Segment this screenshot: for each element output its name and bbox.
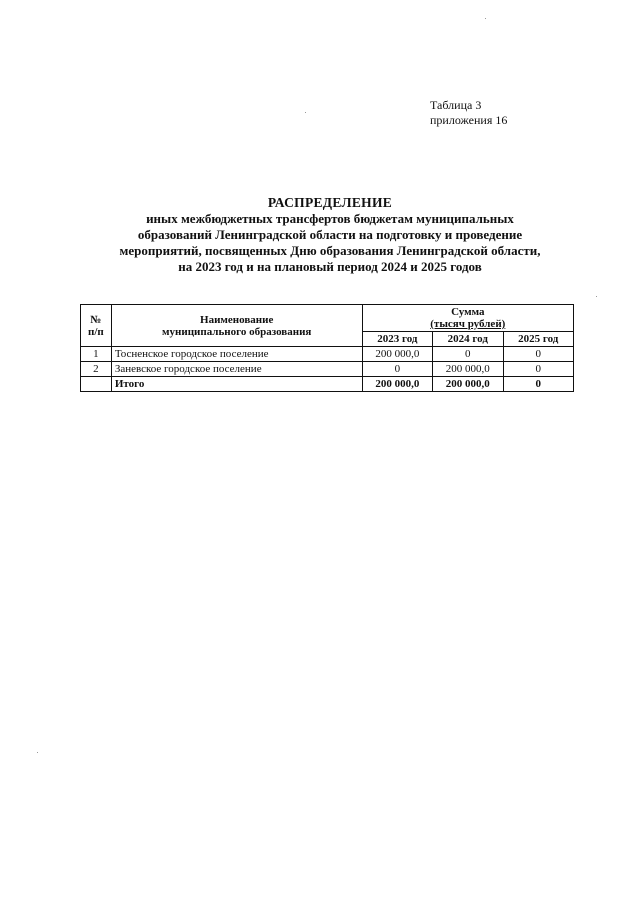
scan-speck bbox=[485, 18, 486, 19]
municipality-name: Тосненское городское поселение bbox=[111, 347, 362, 362]
year-header-2025: 2025 год bbox=[503, 332, 573, 347]
value-2023: 200 000,0 bbox=[362, 347, 432, 362]
title-main: РАСПРЕДЕЛЕНИЕ bbox=[267, 195, 393, 210]
municipality-name: Заневское городское поселение bbox=[111, 362, 362, 377]
appendix-reference bbox=[430, 98, 507, 128]
scan-speck bbox=[596, 296, 597, 297]
appendix-number-label: приложения 16 bbox=[430, 113, 508, 127]
total-2025: 0 bbox=[503, 377, 573, 392]
total-row bbox=[81, 377, 574, 392]
table-number-label: Таблица 3 bbox=[430, 98, 482, 112]
col-name-header-l1: Наименование bbox=[200, 313, 274, 326]
col-name-header bbox=[111, 305, 362, 347]
total-2024: 200 000,0 bbox=[433, 377, 503, 392]
value-2024: 0 bbox=[433, 347, 503, 362]
total-2023: 200 000,0 bbox=[362, 377, 432, 392]
title-line-4: на 2023 год и на плановый период 2024 и 2025 годов bbox=[178, 259, 482, 274]
col-number-header-l1: № bbox=[90, 313, 102, 326]
col-sum-header-l2: (тысяч рублей) bbox=[430, 318, 506, 330]
row-number: 2 bbox=[81, 362, 112, 377]
table-row bbox=[81, 362, 574, 377]
title-line-2: образований Ленинградской области на подготовку и проведение bbox=[137, 227, 523, 242]
document-title bbox=[90, 195, 570, 275]
distribution-table bbox=[80, 304, 574, 392]
row-number: 1 bbox=[81, 347, 112, 362]
value-2024: 200 000,0 bbox=[433, 362, 503, 377]
scan-speck bbox=[37, 752, 38, 753]
value-2025: 0 bbox=[503, 347, 573, 362]
total-label: Итого bbox=[111, 377, 362, 392]
title-line-1: иных межбюджетных трансфертов бюджетам муниципальных bbox=[146, 211, 514, 226]
col-number-header-l2: п/п bbox=[88, 325, 104, 338]
col-name-header-l2: муниципального образования bbox=[162, 325, 312, 338]
table-row bbox=[81, 347, 574, 362]
col-number-header bbox=[81, 305, 112, 347]
year-header-2024: 2024 год bbox=[433, 332, 503, 347]
col-sum-header bbox=[362, 305, 573, 332]
title-line-3: мероприятий, посвященных Дню образования Ленинградской области, bbox=[119, 243, 541, 258]
value-2025: 0 bbox=[503, 362, 573, 377]
year-header-2023: 2023 год bbox=[362, 332, 432, 347]
scan-speck bbox=[305, 112, 306, 113]
table-header-row bbox=[81, 305, 574, 332]
value-2023: 0 bbox=[362, 362, 432, 377]
total-number-cell bbox=[81, 377, 112, 392]
col-sum-header-l1: Сумма bbox=[451, 306, 485, 318]
